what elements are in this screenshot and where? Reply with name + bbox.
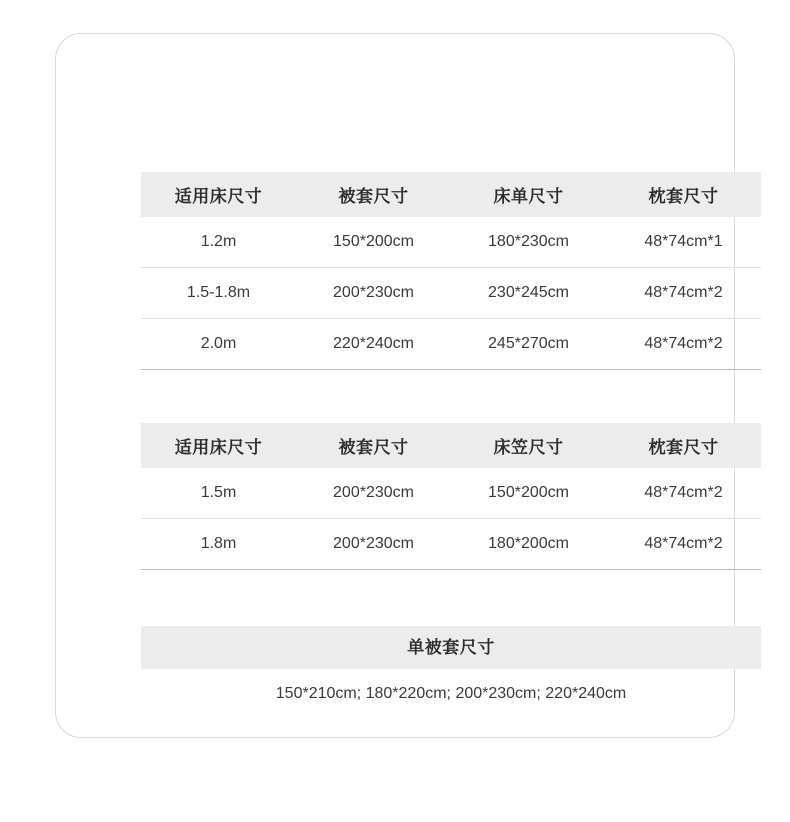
column-header-fitted-sheet: 床笠尺寸: [451, 423, 606, 468]
duvet-fitted-sheet-table: [141, 423, 761, 570]
table-body: [141, 468, 761, 570]
table-row: [141, 519, 761, 570]
table-header: [141, 423, 761, 468]
column-header-flat-sheet: 床单尺寸: [451, 172, 606, 217]
table-spacer: [141, 570, 761, 626]
cell-pillowcase: 48*74cm*2: [606, 268, 761, 319]
single-duvet-title: 单被套尺寸: [141, 626, 761, 669]
duvet-flat-sheet-table: [141, 172, 761, 370]
single-duvet-section: [141, 626, 761, 719]
size-chart-card: [55, 33, 735, 738]
cell-bed-size: 2.0m: [141, 319, 296, 370]
cell-bed-size: 1.8m: [141, 519, 296, 570]
table-header: [141, 172, 761, 217]
column-header-duvet-cover: 被套尺寸: [296, 423, 451, 468]
column-header-bed-size: 适用床尺寸: [141, 172, 296, 217]
single-duvet-values: 150*210cm; 180*220cm; 200*230cm; 220*240cm: [275, 685, 627, 702]
cell-pillowcase: 48*74cm*2: [606, 519, 761, 570]
cell-fitted-sheet: 180*200cm: [451, 519, 606, 570]
cell-duvet-cover: 200*230cm: [296, 268, 451, 319]
cell-pillowcase: 48*74cm*2: [606, 468, 761, 519]
cell-pillowcase: 48*74cm*1: [606, 217, 761, 268]
table-row: [141, 217, 761, 268]
cell-duvet-cover: 200*230cm: [296, 468, 451, 519]
table-row: [141, 468, 761, 519]
table-body: [141, 217, 761, 370]
cell-bed-size: 1.2m: [141, 217, 296, 268]
tables-container: [141, 172, 761, 719]
cell-flat-sheet: 245*270cm: [451, 319, 606, 370]
cell-flat-sheet: 180*230cm: [451, 217, 606, 268]
table-header-row: [141, 423, 761, 468]
cell-bed-size: 1.5m: [141, 468, 296, 519]
cell-pillowcase: 48*74cm*2: [606, 319, 761, 370]
column-header-pillowcase: 枕套尺寸: [606, 172, 761, 217]
column-header-pillowcase: 枕套尺寸: [606, 423, 761, 468]
table-row: [141, 319, 761, 370]
table-spacer: [141, 370, 761, 423]
cell-bed-size: 1.5-1.8m: [141, 268, 296, 319]
cell-duvet-cover: 220*240cm: [296, 319, 451, 370]
column-header-duvet-cover: 被套尺寸: [296, 172, 451, 217]
cell-flat-sheet: 230*245cm: [451, 268, 606, 319]
cell-duvet-cover: 200*230cm: [296, 519, 451, 570]
column-header-bed-size: 适用床尺寸: [141, 423, 296, 468]
cell-duvet-cover: 150*200cm: [296, 217, 451, 268]
table-header-row: [141, 172, 761, 217]
cell-fitted-sheet: 150*200cm: [451, 468, 606, 519]
table-row: [141, 268, 761, 319]
